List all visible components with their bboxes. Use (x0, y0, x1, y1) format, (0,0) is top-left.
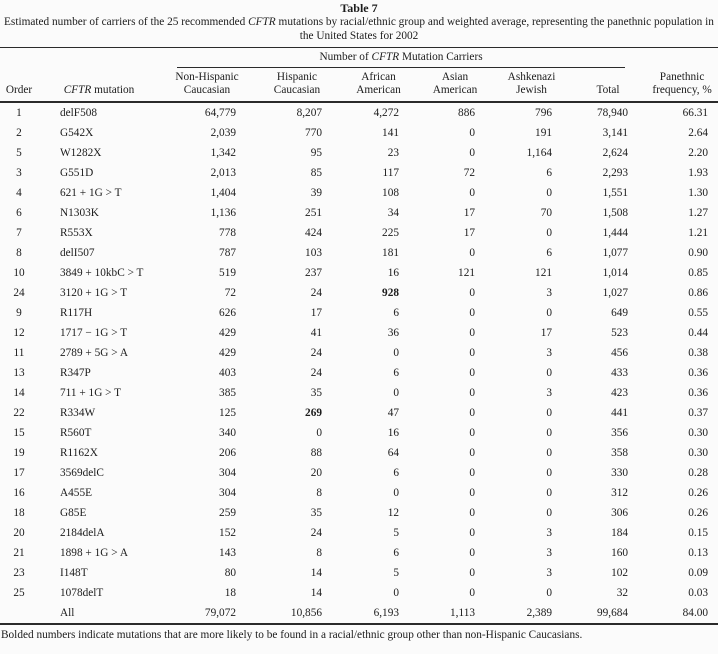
mutation-cell: G551D (60, 167, 94, 179)
value-cell: 3 (546, 567, 552, 579)
value-cell: 24 (310, 527, 322, 539)
value-cell: 312 (611, 487, 629, 499)
value-cell: 0 (469, 347, 475, 359)
value-cell: 160 (611, 547, 629, 559)
order-cell: 15 (13, 427, 25, 439)
value-cell: 102 (611, 567, 629, 579)
value-cell: 269 (305, 407, 322, 419)
mutation-cell: 2184delA (60, 527, 105, 539)
caption-line-2: the United States for 2002 (299, 29, 419, 42)
table-row (0, 383, 718, 403)
order-cell: 24 (13, 287, 25, 299)
value-cell: 181 (382, 247, 399, 259)
value-cell: 0 (469, 567, 475, 579)
column-header-non-hispanic-caucasian: Non-Hispanic Caucasian (160, 68, 254, 102)
value-cell: 423 (611, 387, 629, 399)
value-cell: 0 (469, 287, 475, 299)
value-cell: 0.28 (688, 467, 709, 479)
value-cell: 304 (219, 487, 236, 499)
spacer-cell (0, 48, 38, 69)
value-cell: 35 (310, 387, 322, 399)
order-cell: 13 (13, 367, 25, 379)
order-cell: 10 (13, 267, 25, 279)
value-cell: 184 (611, 527, 629, 539)
mutation-cell: R117H (60, 307, 93, 319)
value-cell: 0 (393, 387, 399, 399)
mutation-cell: W1282X (60, 147, 102, 159)
order-cell: 12 (13, 327, 25, 339)
value-cell: 3 (546, 287, 552, 299)
value-cell: 2,013 (210, 167, 236, 179)
value-cell: 0.36 (688, 367, 709, 379)
table-row (0, 363, 718, 383)
value-cell: 39 (310, 187, 322, 199)
value-cell: 0 (469, 367, 475, 379)
value-cell: 1.21 (688, 227, 709, 239)
value-cell: 78,940 (596, 107, 629, 119)
column-header-gene-name: CFTR (63, 84, 92, 96)
value-cell: 0 (469, 527, 475, 539)
value-cell: 886 (458, 107, 475, 119)
value-cell: 237 (305, 267, 322, 279)
mutation-cell: delI507 (60, 247, 95, 259)
value-cell: 0 (469, 407, 475, 419)
order-cell: 2 (16, 127, 22, 139)
table-row (0, 263, 718, 283)
value-cell: 523 (611, 327, 629, 339)
table-row (0, 243, 718, 263)
order-cell: 7 (16, 227, 22, 239)
mutation-cell: 3120 + 1G > T (60, 287, 128, 299)
value-cell: 0 (546, 187, 552, 199)
value-cell: 5 (393, 527, 399, 539)
mutation-cell: G542X (60, 127, 94, 139)
table-row (0, 603, 718, 624)
table-row (0, 543, 718, 563)
value-cell: 6,193 (373, 607, 399, 619)
column-header-row (0, 68, 718, 102)
value-cell: 0 (469, 467, 475, 479)
value-cell: 85 (310, 167, 322, 179)
table-row (0, 102, 718, 123)
value-cell: 18 (224, 587, 236, 599)
table-caption (0, 15, 718, 43)
mutation-cell: R560T (60, 427, 92, 439)
table-row (0, 283, 718, 303)
value-cell: 0.90 (688, 247, 709, 259)
value-cell: 99,684 (596, 607, 629, 619)
order-cell: 4 (16, 187, 22, 199)
value-cell: 1,077 (602, 247, 629, 259)
value-cell: 0 (469, 307, 475, 319)
value-cell: 14 (310, 567, 322, 579)
value-cell: 80 (224, 567, 236, 579)
value-cell: 0 (546, 407, 552, 419)
order-cell: 19 (13, 447, 25, 459)
value-cell: 66.31 (682, 107, 709, 119)
value-cell: 17 (463, 207, 475, 219)
value-cell: 1,113 (450, 607, 475, 619)
value-cell: 0 (469, 507, 475, 519)
value-cell: 103 (305, 247, 322, 259)
value-cell: 191 (535, 127, 552, 139)
table-row (0, 403, 718, 423)
value-cell: 1.30 (688, 187, 709, 199)
value-cell: 95 (310, 147, 322, 159)
table-row (0, 563, 718, 583)
value-cell: 0 (469, 487, 475, 499)
value-cell: 306 (611, 507, 629, 519)
value-cell: 79,072 (204, 607, 236, 619)
mutation-cell: delF508 (60, 107, 98, 119)
carriers-table (0, 47, 718, 625)
value-cell: 1,404 (210, 187, 236, 199)
value-cell: 1,027 (602, 287, 629, 299)
value-cell: 0 (469, 547, 475, 559)
value-cell: 225 (382, 227, 399, 239)
value-cell: 385 (219, 387, 236, 399)
order-cell: 16 (13, 487, 25, 499)
value-cell: 17 (540, 327, 552, 339)
table-row (0, 583, 718, 603)
value-cell: 340 (219, 427, 236, 439)
value-cell: 0.37 (688, 407, 709, 419)
value-cell: 23 (387, 147, 399, 159)
value-cell: 0.26 (688, 487, 709, 499)
value-cell: 41 (310, 327, 322, 339)
order-cell (0, 603, 38, 624)
value-cell: 1,551 (602, 187, 629, 199)
order-cell: 21 (13, 547, 25, 559)
table-row (0, 203, 718, 223)
order-cell: 14 (13, 387, 25, 399)
table-body (0, 102, 718, 624)
value-cell: 0 (469, 447, 475, 459)
value-cell: 152 (219, 527, 236, 539)
value-cell: 5 (393, 567, 399, 579)
value-cell: 778 (219, 227, 236, 239)
value-cell: 0.55 (688, 307, 709, 319)
column-header-text: mutation (91, 84, 135, 96)
order-cell: 23 (13, 567, 25, 579)
mutation-cell: A455E (60, 487, 93, 499)
value-cell: 12 (387, 507, 399, 519)
column-header-ashkenazi-jewish: Ashkenazi Jewish (493, 68, 570, 102)
value-cell: 6 (393, 547, 399, 559)
value-cell: 0 (469, 327, 475, 339)
value-cell: 3 (546, 527, 552, 539)
value-cell: 2,389 (526, 607, 552, 619)
value-cell: 1,342 (210, 147, 236, 159)
value-cell: 0 (469, 587, 475, 599)
value-cell: 928 (382, 287, 399, 299)
spacer-cell (646, 48, 718, 69)
mutation-cell: 621 + 1G > T (60, 187, 122, 199)
mutation-cell: All (60, 607, 75, 619)
value-cell: 0 (546, 587, 552, 599)
value-cell: 626 (219, 307, 236, 319)
table-row (0, 163, 718, 183)
value-cell: 0.26 (688, 507, 709, 519)
value-cell: 330 (611, 467, 629, 479)
value-cell: 0 (546, 487, 552, 499)
value-cell: 108 (382, 187, 399, 199)
value-cell: 143 (219, 547, 236, 559)
value-cell: 24 (310, 367, 322, 379)
order-cell: 3 (16, 167, 22, 179)
value-cell: 88 (310, 447, 322, 459)
value-cell: 0 (393, 487, 399, 499)
value-cell: 0 (546, 447, 552, 459)
value-cell: 1,444 (602, 227, 629, 239)
value-cell: 206 (219, 447, 236, 459)
column-header-hispanic-caucasian: Hispanic Caucasian (254, 68, 340, 102)
value-cell: 3,141 (602, 127, 629, 139)
value-cell: 20 (310, 467, 322, 479)
value-cell: 6 (546, 167, 552, 179)
order-cell: 9 (16, 307, 22, 319)
value-cell: 0.30 (688, 427, 709, 439)
value-cell: 0.30 (688, 447, 709, 459)
table-row (0, 303, 718, 323)
span-header-text: Mutation Carriers (399, 51, 483, 63)
value-cell: 16 (387, 267, 399, 279)
value-cell: 17 (310, 307, 322, 319)
value-cell: 519 (219, 267, 236, 279)
order-cell: 1 (16, 107, 22, 119)
value-cell: 6 (393, 467, 399, 479)
value-cell: 72 (224, 287, 236, 299)
value-cell: 0 (469, 147, 475, 159)
value-cell: 64 (387, 447, 399, 459)
order-cell: 5 (16, 147, 22, 159)
value-cell: 0 (393, 587, 399, 599)
table-row (0, 443, 718, 463)
table-footnote: Bolded numbers indicate mutations that are more likely to be found in a racial/ethnic group other than non-Hispanic Caucasians. (1, 629, 583, 641)
value-cell: 441 (611, 407, 629, 419)
value-cell: 121 (458, 267, 475, 279)
value-cell: 0.09 (688, 567, 709, 579)
value-cell: 70 (540, 207, 552, 219)
value-cell: 1.93 (688, 167, 709, 179)
value-cell: 429 (219, 327, 236, 339)
value-cell: 770 (305, 127, 322, 139)
value-cell: 0 (469, 187, 475, 199)
value-cell: 356 (611, 427, 629, 439)
table-row (0, 223, 718, 243)
value-cell: 64,779 (204, 107, 236, 119)
mutation-cell: 2789 + 5G > A (60, 347, 128, 359)
mutation-cell: 3569delC (60, 467, 104, 479)
span-header-cell (160, 48, 646, 69)
value-cell: 0 (546, 507, 552, 519)
value-cell: 0 (546, 367, 552, 379)
table-row (0, 323, 718, 343)
value-cell: 24 (310, 287, 322, 299)
value-cell: 3 (546, 547, 552, 559)
value-cell: 4,272 (373, 107, 399, 119)
column-header-total: Total (570, 68, 646, 102)
table-title: Table 7 (340, 1, 378, 15)
value-cell: 403 (219, 367, 236, 379)
value-cell: 0.85 (688, 267, 709, 279)
table-row (0, 463, 718, 483)
value-cell: 24 (310, 347, 322, 359)
value-cell: 259 (219, 507, 236, 519)
mutation-cell: 711 + 1G > T (60, 387, 122, 399)
value-cell: 3 (546, 387, 552, 399)
caption-text: Estimated number of carriers of the 25 recommended (4, 16, 249, 28)
value-cell: 0 (393, 347, 399, 359)
order-cell: 6 (16, 207, 22, 219)
mutation-cell: 1717 − 1G > T (60, 327, 128, 339)
value-cell: 32 (616, 587, 629, 599)
value-cell: 36 (387, 327, 399, 339)
value-cell: 304 (219, 467, 236, 479)
value-cell: 456 (611, 347, 629, 359)
column-header-panethnic-frequency: Panethnic frequency, % (646, 68, 718, 102)
value-cell: 0 (546, 227, 552, 239)
value-cell: 1,508 (602, 207, 629, 219)
mutation-cell: R1162X (60, 447, 98, 459)
value-cell: 0 (469, 427, 475, 439)
column-header-asian-american: Asian American (417, 68, 493, 102)
value-cell: 125 (219, 407, 236, 419)
value-cell: 1,136 (210, 207, 236, 219)
value-cell: 8 (316, 547, 322, 559)
value-cell: 0.36 (688, 387, 709, 399)
spacer-cell (38, 48, 160, 69)
value-cell: 6 (393, 367, 399, 379)
column-header-mutation (38, 68, 160, 102)
value-cell: 0.13 (688, 547, 709, 559)
value-cell: 6 (393, 307, 399, 319)
value-cell: 0 (316, 427, 322, 439)
value-cell: 16 (387, 427, 399, 439)
value-cell: 2,039 (210, 127, 236, 139)
order-cell: 11 (13, 347, 25, 359)
order-cell: 25 (13, 587, 25, 599)
span-header-label (177, 51, 625, 68)
mutation-cell: R334W (60, 407, 96, 419)
value-cell: 8 (316, 487, 322, 499)
value-cell: 1.27 (688, 207, 709, 219)
value-cell: 34 (387, 207, 399, 219)
table-row (0, 183, 718, 203)
mutation-cell: R553X (60, 227, 93, 239)
order-cell: 20 (13, 527, 25, 539)
mutation-cell: 1078delT (60, 587, 104, 599)
value-cell: 2,624 (602, 147, 629, 159)
value-cell: 787 (219, 247, 236, 259)
value-cell: 0 (546, 467, 552, 479)
span-header-text: Number of (319, 51, 372, 63)
order-cell: 17 (13, 467, 25, 479)
table-row (0, 143, 718, 163)
column-header-african-american: African American (340, 68, 417, 102)
table-row (0, 523, 718, 543)
value-cell: 796 (535, 107, 552, 119)
value-cell: 0.44 (688, 327, 709, 339)
order-cell: 18 (13, 507, 25, 519)
mutation-cell: I148T (60, 567, 88, 579)
value-cell: 6 (546, 247, 552, 259)
value-cell: 1,014 (602, 267, 629, 279)
value-cell: 2,293 (602, 167, 629, 179)
order-cell: 8 (16, 247, 22, 259)
value-cell: 14 (310, 587, 322, 599)
value-cell: 3 (546, 347, 552, 359)
value-cell: 35 (310, 507, 322, 519)
value-cell: 8,207 (296, 107, 322, 119)
value-cell: 424 (305, 227, 322, 239)
mutation-cell: R347P (60, 367, 91, 379)
value-cell: 0.03 (688, 587, 709, 599)
value-cell: 2.64 (688, 127, 709, 139)
value-cell: 251 (305, 207, 322, 219)
caption-text: mutations by racial/ethnic group and weighted average, representing the panethnic population in (275, 16, 714, 28)
value-cell: 117 (382, 167, 399, 179)
mutation-cell: N1303K (60, 207, 99, 219)
caption-gene-name: CFTR (248, 16, 276, 28)
mutation-cell: 1898 + 1G > A (60, 547, 128, 559)
value-cell: 0 (546, 307, 552, 319)
mutation-cell: G85E (60, 507, 87, 519)
value-cell: 10,856 (290, 607, 322, 619)
value-cell: 121 (535, 267, 552, 279)
value-cell: 141 (382, 127, 399, 139)
span-header-row (0, 48, 718, 69)
value-cell: 649 (611, 307, 629, 319)
value-cell: 429 (219, 347, 236, 359)
caption-line-1 (4, 16, 714, 30)
table-row (0, 503, 718, 523)
table-row (0, 423, 718, 443)
value-cell: 0 (469, 387, 475, 399)
table-row (0, 123, 718, 143)
column-header-order: Order (0, 68, 38, 102)
value-cell: 72 (463, 167, 475, 179)
table-row (0, 483, 718, 503)
value-cell: 2.20 (688, 147, 709, 159)
value-cell: 84.00 (682, 607, 709, 619)
value-cell: 358 (611, 447, 629, 459)
value-cell: 0.38 (688, 347, 709, 359)
value-cell: 47 (387, 407, 399, 419)
value-cell: 433 (611, 367, 629, 379)
table-row (0, 343, 718, 363)
value-cell: 17 (463, 227, 475, 239)
value-cell: 0 (469, 247, 475, 259)
value-cell: 0.15 (688, 527, 709, 539)
value-cell: 0.86 (688, 287, 709, 299)
span-header-gene-name: CFTR (371, 51, 400, 63)
value-cell: 0 (546, 427, 552, 439)
order-cell: 22 (13, 407, 25, 419)
mutation-cell: 3849 + 10kbC > T (60, 267, 144, 279)
value-cell: 1,164 (526, 147, 552, 159)
value-cell: 0 (469, 127, 475, 139)
